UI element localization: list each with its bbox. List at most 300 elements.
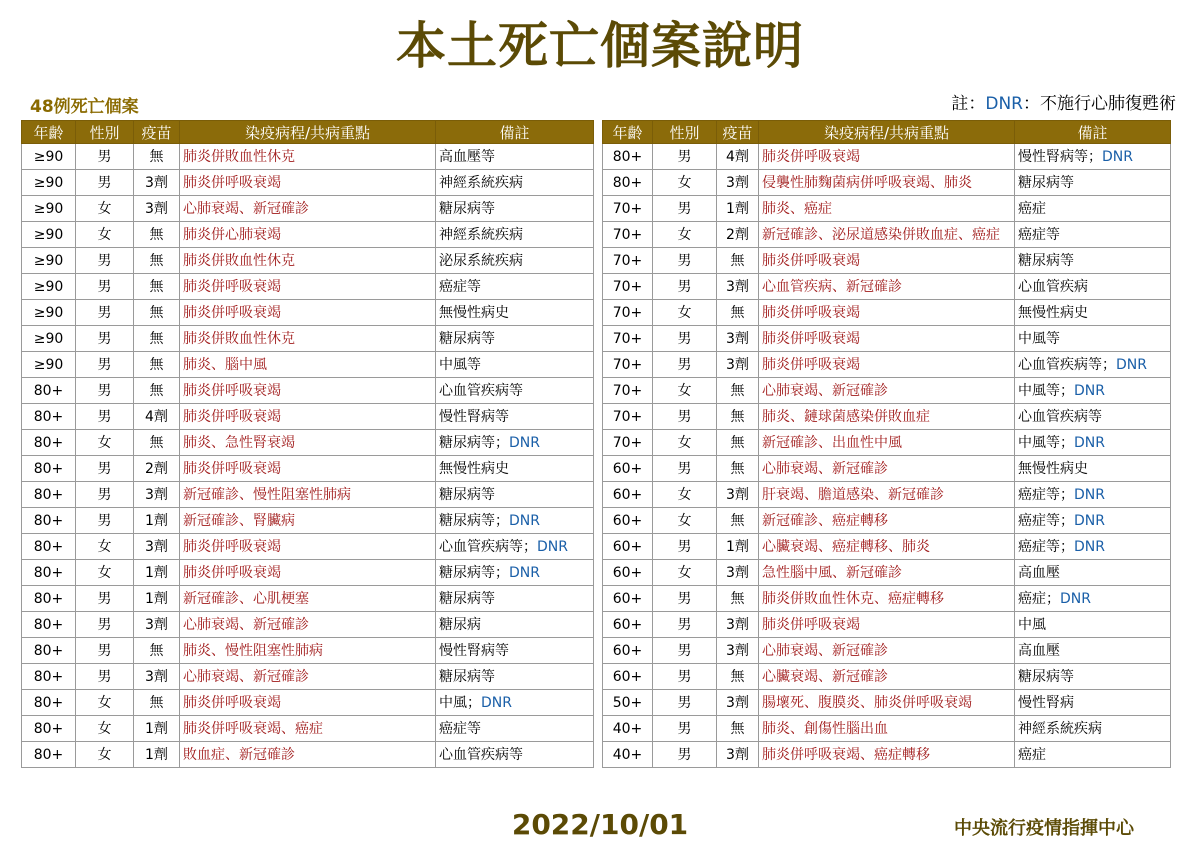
remark-cell — [1015, 300, 1171, 326]
vaccine-cell: 3劑 — [134, 664, 180, 690]
table-row — [603, 534, 1171, 560]
age-cell: 80+ — [22, 430, 76, 456]
table-row — [22, 378, 594, 404]
header-vaccine: 疫苗 — [134, 121, 180, 144]
course-cell: 心肺衰竭、新冠確診 — [180, 612, 436, 638]
remark-text: 神經系統疾病 — [439, 226, 523, 243]
sex-cell: 男 — [653, 144, 717, 170]
report-date: 2022/10/01 — [511, 808, 689, 841]
remark-text: 心血管疾病等 — [439, 382, 523, 399]
vaccine-cell: 無 — [717, 586, 759, 612]
sex-cell: 男 — [653, 716, 717, 742]
remark-text: 糖尿病 — [439, 616, 481, 633]
age-cell: 60+ — [603, 482, 653, 508]
table-row — [22, 716, 594, 742]
course-cell: 新冠確診、泌尿道感染併敗血症、癌症 — [759, 222, 1015, 248]
death-cases-table-left — [21, 120, 594, 768]
table-row — [603, 430, 1171, 456]
dnr-tag: DNR — [537, 538, 568, 555]
vaccine-cell: 1劑 — [134, 508, 180, 534]
dnr-tag: DNR — [509, 512, 540, 529]
remark-text: 無慢性病史 — [1018, 460, 1088, 477]
sex-cell: 男 — [653, 612, 717, 638]
remark-cell — [1015, 430, 1171, 456]
age-cell: 80+ — [22, 534, 76, 560]
remark-cell — [436, 300, 594, 326]
remark-cell — [1015, 560, 1171, 586]
table-row — [603, 404, 1171, 430]
sex-cell: 男 — [76, 352, 134, 378]
sex-cell: 男 — [76, 378, 134, 404]
sex-cell: 男 — [76, 586, 134, 612]
remark-cell — [1015, 586, 1171, 612]
remark-text: 高血壓等 — [439, 148, 495, 165]
vaccine-cell: 無 — [134, 378, 180, 404]
sex-cell: 女 — [76, 560, 134, 586]
age-cell: 80+ — [22, 690, 76, 716]
header-remark: 備註 — [436, 121, 594, 144]
age-cell: ≥90 — [22, 144, 76, 170]
remark-cell — [1015, 716, 1171, 742]
course-cell: 新冠確診、心肌梗塞 — [180, 586, 436, 612]
vaccine-cell: 3劑 — [717, 612, 759, 638]
remark-cell — [436, 482, 594, 508]
remark-text: 中風等； — [1018, 382, 1074, 399]
remark-cell — [436, 170, 594, 196]
age-cell: 80+ — [22, 612, 76, 638]
remark-text: 慢性腎病等 — [439, 642, 509, 659]
age-cell: 60+ — [603, 664, 653, 690]
vaccine-cell: 3劑 — [717, 352, 759, 378]
dnr-note — [951, 89, 1176, 114]
age-cell: 60+ — [603, 638, 653, 664]
remark-cell — [1015, 170, 1171, 196]
sex-cell: 女 — [653, 378, 717, 404]
table-row — [22, 352, 594, 378]
remark-text: 癌症等； — [1018, 512, 1074, 529]
age-cell: 60+ — [603, 586, 653, 612]
course-cell: 肺炎併呼吸衰竭 — [180, 560, 436, 586]
age-cell: 70+ — [603, 430, 653, 456]
sex-cell: 男 — [76, 144, 134, 170]
remark-text: 糖尿病等 — [1018, 252, 1074, 269]
remark-text: 中風等； — [1018, 434, 1074, 451]
sex-cell: 男 — [76, 300, 134, 326]
table-row — [22, 586, 594, 612]
table-row — [22, 664, 594, 690]
vaccine-cell: 無 — [717, 378, 759, 404]
remark-cell — [436, 638, 594, 664]
course-cell: 肺炎併呼吸衰竭 — [180, 274, 436, 300]
remark-text: 神經系統疾病 — [1018, 720, 1102, 737]
age-cell: 80+ — [22, 508, 76, 534]
vaccine-cell: 3劑 — [717, 638, 759, 664]
sex-cell: 男 — [653, 690, 717, 716]
age-cell: 80+ — [22, 638, 76, 664]
header-vaccine: 疫苗 — [717, 121, 759, 144]
age-cell: 70+ — [603, 248, 653, 274]
remark-text: 癌症等 — [439, 720, 481, 737]
header-sex: 性別 — [76, 121, 134, 144]
note-dnr: DNR — [985, 94, 1023, 114]
course-cell: 肺炎併呼吸衰竭、癌症 — [180, 716, 436, 742]
sex-cell: 女 — [76, 716, 134, 742]
vaccine-cell: 無 — [717, 404, 759, 430]
course-cell: 肺炎、慢性阻塞性肺病 — [180, 638, 436, 664]
sex-cell: 男 — [653, 196, 717, 222]
vaccine-cell: 3劑 — [717, 560, 759, 586]
remark-cell — [1015, 144, 1171, 170]
course-cell: 新冠確診、慢性阻塞性肺病 — [180, 482, 436, 508]
sex-cell: 男 — [76, 456, 134, 482]
dnr-tag: DNR — [1074, 512, 1105, 529]
sex-cell: 女 — [653, 300, 717, 326]
remark-cell — [436, 612, 594, 638]
course-cell: 肺炎併敗血性休克 — [180, 144, 436, 170]
table-row — [22, 742, 594, 768]
vaccine-cell: 無 — [717, 300, 759, 326]
sex-cell: 女 — [653, 560, 717, 586]
vaccine-cell: 無 — [134, 638, 180, 664]
course-cell: 心肺衰竭、新冠確診 — [180, 196, 436, 222]
remark-text: 糖尿病等 — [439, 668, 495, 685]
vaccine-cell: 3劑 — [717, 742, 759, 768]
sex-cell: 男 — [76, 170, 134, 196]
age-cell: 40+ — [603, 742, 653, 768]
remark-text: 糖尿病等； — [439, 512, 509, 529]
age-cell: ≥90 — [22, 274, 76, 300]
remark-cell — [436, 560, 594, 586]
remark-cell — [436, 378, 594, 404]
sex-cell: 女 — [76, 534, 134, 560]
course-cell: 肺炎併呼吸衰竭、癌症轉移 — [759, 742, 1015, 768]
table-row — [603, 586, 1171, 612]
table-row — [603, 300, 1171, 326]
vaccine-cell: 3劑 — [134, 170, 180, 196]
course-cell: 腸壞死、腹膜炎、肺炎併呼吸衰竭 — [759, 690, 1015, 716]
course-cell: 肺炎併呼吸衰竭 — [180, 404, 436, 430]
course-cell: 肺炎併呼吸衰竭 — [180, 690, 436, 716]
vaccine-cell: 無 — [717, 430, 759, 456]
sex-cell: 男 — [653, 664, 717, 690]
table-row — [603, 690, 1171, 716]
table-row — [22, 144, 594, 170]
course-cell: 肺炎併呼吸衰竭 — [180, 456, 436, 482]
table-row — [22, 430, 594, 456]
sex-cell: 男 — [76, 482, 134, 508]
table-row — [22, 300, 594, 326]
vaccine-cell: 3劑 — [134, 482, 180, 508]
age-cell: 70+ — [603, 326, 653, 352]
remark-cell — [1015, 742, 1171, 768]
remark-cell — [436, 716, 594, 742]
sex-cell: 女 — [76, 430, 134, 456]
age-cell: 80+ — [22, 664, 76, 690]
vaccine-cell: 1劑 — [134, 560, 180, 586]
table-row — [22, 560, 594, 586]
table-row — [603, 456, 1171, 482]
sex-cell: 男 — [653, 352, 717, 378]
header-course: 染疫病程/共病重點 — [759, 121, 1015, 144]
remark-text: 慢性腎病等； — [1018, 148, 1102, 165]
course-cell: 肺炎併敗血性休克 — [180, 326, 436, 352]
vaccine-cell: 無 — [134, 248, 180, 274]
age-cell: 70+ — [603, 352, 653, 378]
course-cell: 肺炎、癌症 — [759, 196, 1015, 222]
table-row — [603, 378, 1171, 404]
sex-cell: 男 — [76, 326, 134, 352]
course-cell: 心肺衰竭、新冠確診 — [759, 378, 1015, 404]
remark-text: 心血管疾病等； — [439, 538, 537, 555]
sex-cell: 女 — [76, 196, 134, 222]
remark-cell — [1015, 690, 1171, 716]
note-prefix: 註： — [951, 94, 986, 114]
remark-text: 中風等 — [439, 356, 481, 373]
age-cell: 70+ — [603, 274, 653, 300]
remark-text: 無慢性病史 — [1018, 304, 1088, 321]
table-row — [603, 326, 1171, 352]
sex-cell: 女 — [653, 508, 717, 534]
course-cell: 肺炎併呼吸衰竭 — [759, 612, 1015, 638]
vaccine-cell: 3劑 — [134, 534, 180, 560]
course-cell: 肝衰竭、膽道感染、新冠確診 — [759, 482, 1015, 508]
sex-cell: 男 — [653, 326, 717, 352]
course-cell: 敗血症、新冠確診 — [180, 742, 436, 768]
remark-cell — [1015, 664, 1171, 690]
vaccine-cell: 4劑 — [134, 404, 180, 430]
age-cell: ≥90 — [22, 352, 76, 378]
vaccine-cell: 無 — [134, 690, 180, 716]
vaccine-cell: 無 — [134, 144, 180, 170]
age-cell: ≥90 — [22, 326, 76, 352]
remark-cell — [1015, 248, 1171, 274]
remark-cell — [436, 326, 594, 352]
course-cell: 心肺衰竭、新冠確診 — [759, 456, 1015, 482]
table-row — [22, 456, 594, 482]
vaccine-cell: 1劑 — [134, 716, 180, 742]
remark-text: 慢性腎病等 — [439, 408, 509, 425]
header-remark: 備註 — [1015, 121, 1171, 144]
age-cell: 60+ — [603, 534, 653, 560]
dnr-tag: DNR — [509, 564, 540, 581]
sex-cell: 男 — [653, 404, 717, 430]
vaccine-cell: 1劑 — [717, 534, 759, 560]
course-cell: 新冠確診、癌症轉移 — [759, 508, 1015, 534]
table-row — [603, 170, 1171, 196]
table-row — [22, 690, 594, 716]
remark-cell — [1015, 534, 1171, 560]
remark-cell — [436, 430, 594, 456]
vaccine-cell: 無 — [717, 508, 759, 534]
vaccine-cell: 無 — [134, 300, 180, 326]
remark-cell — [436, 274, 594, 300]
age-cell: 80+ — [603, 170, 653, 196]
remark-cell — [436, 248, 594, 274]
age-cell: 50+ — [603, 690, 653, 716]
page-title: 本土死亡個案說明 — [396, 17, 804, 75]
remark-cell — [1015, 638, 1171, 664]
remark-text: 糖尿病等 — [439, 330, 495, 347]
course-cell: 肺炎、急性腎衰竭 — [180, 430, 436, 456]
table-row — [603, 482, 1171, 508]
course-cell: 肺炎併呼吸衰竭 — [759, 144, 1015, 170]
course-cell: 肺炎併呼吸衰竭 — [180, 534, 436, 560]
course-cell: 新冠確診、出血性中風 — [759, 430, 1015, 456]
course-cell: 肺炎併心肺衰竭 — [180, 222, 436, 248]
course-cell: 肺炎併呼吸衰竭 — [180, 170, 436, 196]
sex-cell: 男 — [653, 248, 717, 274]
remark-cell — [436, 456, 594, 482]
table-row — [603, 274, 1171, 300]
age-cell: 80+ — [22, 586, 76, 612]
remark-cell — [1015, 222, 1171, 248]
vaccine-cell: 3劑 — [717, 274, 759, 300]
table-row — [603, 664, 1171, 690]
sex-cell: 男 — [76, 404, 134, 430]
sex-cell: 女 — [653, 170, 717, 196]
remark-text: 中風； — [439, 694, 481, 711]
remark-text: 心血管疾病等； — [1018, 356, 1116, 373]
remark-cell — [436, 404, 594, 430]
sex-cell: 男 — [76, 274, 134, 300]
vaccine-cell: 3劑 — [134, 612, 180, 638]
remark-text: 無慢性病史 — [439, 460, 509, 477]
age-cell: 80+ — [22, 482, 76, 508]
remark-text: 心血管疾病等 — [439, 746, 523, 763]
remark-cell — [436, 664, 594, 690]
remark-cell — [436, 144, 594, 170]
sex-cell: 男 — [76, 638, 134, 664]
sex-cell: 女 — [76, 690, 134, 716]
sex-cell: 女 — [76, 742, 134, 768]
age-cell: 80+ — [22, 742, 76, 768]
remark-cell — [436, 352, 594, 378]
remark-cell — [436, 534, 594, 560]
age-cell: ≥90 — [22, 196, 76, 222]
age-cell: ≥90 — [22, 300, 76, 326]
age-cell: ≥90 — [22, 170, 76, 196]
table-row — [603, 508, 1171, 534]
dnr-tag: DNR — [1074, 382, 1105, 399]
vaccine-cell: 3劑 — [134, 196, 180, 222]
course-cell: 肺炎併敗血性休克 — [180, 248, 436, 274]
sex-cell: 女 — [653, 430, 717, 456]
remark-text: 泌尿系統疾病 — [439, 252, 523, 269]
dnr-tag: DNR — [1102, 148, 1133, 165]
dnr-tag: DNR — [1074, 434, 1105, 451]
table-row — [22, 404, 594, 430]
age-cell: 70+ — [603, 196, 653, 222]
remark-cell — [1015, 508, 1171, 534]
vaccine-cell: 無 — [717, 716, 759, 742]
age-cell: 70+ — [603, 404, 653, 430]
course-cell: 心血管疾病、新冠確診 — [759, 274, 1015, 300]
vaccine-cell: 3劑 — [717, 482, 759, 508]
note-suffix: ：不施行心肺復甦術 — [1023, 94, 1176, 114]
table-row — [22, 248, 594, 274]
case-count-subtitle: 48例死亡個案 — [30, 97, 139, 117]
dnr-tag: DNR — [1060, 590, 1091, 607]
sex-cell: 男 — [653, 456, 717, 482]
remark-cell — [1015, 196, 1171, 222]
course-cell: 肺炎併呼吸衰竭 — [180, 300, 436, 326]
age-cell: 80+ — [22, 378, 76, 404]
vaccine-cell: 無 — [134, 352, 180, 378]
remark-cell — [1015, 326, 1171, 352]
vaccine-cell: 3劑 — [717, 170, 759, 196]
table-row — [603, 196, 1171, 222]
table-row — [603, 716, 1171, 742]
sex-cell: 男 — [653, 638, 717, 664]
course-cell: 肺炎併呼吸衰竭 — [759, 248, 1015, 274]
remark-text: 糖尿病等 — [1018, 174, 1074, 191]
course-cell: 肺炎、腦中風 — [180, 352, 436, 378]
remark-cell — [1015, 612, 1171, 638]
table-row — [22, 638, 594, 664]
remark-text: 心血管疾病 — [1018, 278, 1088, 295]
remark-cell — [1015, 274, 1171, 300]
age-cell: 80+ — [603, 144, 653, 170]
remark-text: 高血壓 — [1018, 642, 1060, 659]
remark-cell — [1015, 404, 1171, 430]
table-row — [22, 326, 594, 352]
age-cell: 70+ — [603, 378, 653, 404]
header-age: 年齡 — [22, 121, 76, 144]
agency-name: 中央流行疫情指揮中心 — [954, 818, 1134, 839]
remark-cell — [436, 196, 594, 222]
sex-cell: 男 — [76, 248, 134, 274]
sex-cell: 男 — [76, 508, 134, 534]
remark-cell — [436, 586, 594, 612]
age-cell: 40+ — [603, 716, 653, 742]
vaccine-cell: 無 — [134, 430, 180, 456]
table-row — [22, 508, 594, 534]
vaccine-cell: 無 — [134, 222, 180, 248]
remark-text: 癌症等 — [439, 278, 481, 295]
sex-cell: 男 — [76, 612, 134, 638]
remark-text: 糖尿病等 — [439, 486, 495, 503]
sex-cell: 男 — [653, 274, 717, 300]
table-row — [22, 612, 594, 638]
remark-text: 糖尿病等 — [439, 200, 495, 217]
course-cell: 肺炎併呼吸衰竭 — [759, 300, 1015, 326]
remark-text: 中風等 — [1018, 330, 1060, 347]
dnr-tag: DNR — [1074, 486, 1105, 503]
course-cell: 肺炎併呼吸衰竭 — [759, 326, 1015, 352]
sex-cell: 男 — [653, 586, 717, 612]
vaccine-cell: 3劑 — [717, 326, 759, 352]
age-cell: 80+ — [22, 560, 76, 586]
vaccine-cell: 無 — [717, 456, 759, 482]
age-cell: 60+ — [603, 456, 653, 482]
sex-cell: 女 — [653, 222, 717, 248]
remark-text: 高血壓 — [1018, 564, 1060, 581]
remark-text: 中風 — [1018, 616, 1046, 633]
remark-cell — [436, 690, 594, 716]
course-cell: 侵襲性肺麴菌病併呼吸衰竭、肺炎 — [759, 170, 1015, 196]
table-row — [603, 742, 1171, 768]
table-row — [22, 196, 594, 222]
sex-cell: 男 — [76, 664, 134, 690]
remark-text: 糖尿病等 — [439, 590, 495, 607]
remark-text: 糖尿病等； — [439, 564, 509, 581]
sex-cell: 女 — [76, 222, 134, 248]
age-cell: 60+ — [603, 508, 653, 534]
table-row — [22, 274, 594, 300]
vaccine-cell: 無 — [134, 326, 180, 352]
vaccine-cell: 無 — [134, 274, 180, 300]
sex-cell: 女 — [653, 482, 717, 508]
